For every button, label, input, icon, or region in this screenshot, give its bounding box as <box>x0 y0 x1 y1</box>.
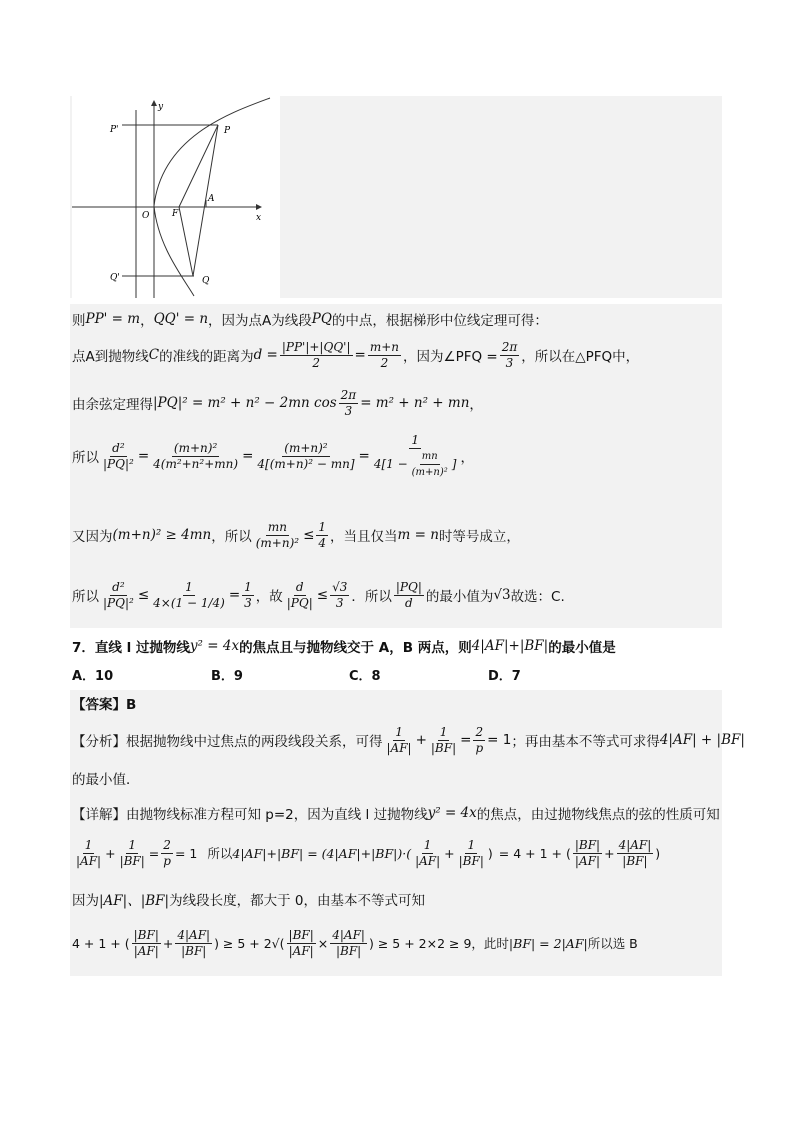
text: 【分析】根据抛物线中过焦点的两段线段关系，可得 <box>72 734 383 750</box>
answer-label: 【答案】B <box>72 697 137 713</box>
text: ，故 <box>255 589 283 605</box>
text: ；再由基本不等式可求得 <box>511 734 660 750</box>
text: 的最小值是 <box>548 640 616 656</box>
detail-line-2: $\frac{1}{|AF|}$ + $\frac{1}{|BF|}$ = $\frac{2}{p}$ = 1 所以 4|AF|+|BF| = (4|AF|+|BF|)·( $\frac{1}{|AF|}$ + $\frac{1}{|BF|}$ ) = 4 + 1 + ( $\frac{|BF|}{|AF|}$ + $\frac{4|AF|}{|BF|}$ ) <box>76 837 661 868</box>
solution-line-3: 由余弦定理得 |PQ|² = m² + n² − 2mn cos $\frac{2\pi}{3}$ = m² + n² + mn ， <box>72 387 483 418</box>
math: 4|AF|+|BF| <box>471 638 549 654</box>
text: 点A到抛物线 <box>72 349 149 365</box>
fraction: $\frac{1}{|AF|}$ <box>386 724 412 755</box>
text: 由余弦定理得 <box>72 397 153 413</box>
math: d = <box>253 347 278 363</box>
fraction: $\frac{\text{d²}}{\text{|PQ|²}}$ <box>103 579 134 610</box>
label-y-axis: y <box>158 102 164 112</box>
analysis-line: 【分析】根据抛物线中过焦点的两段线段关系，可得 $\frac{1}{|AF|}$ + $\frac{1}{|BF|}$ = $\frac{2}{p}$ = 1 ；再由基本不等式可求得 4|AF| + |BF| <box>72 724 745 755</box>
math: |PQ|² = m² + n² − 2mn cos <box>153 395 337 411</box>
fraction: 1 4[1 − $\frac{mn}{\text{(m+n)²}}$ ] <box>373 432 457 478</box>
analysis-line-2: 的最小值． <box>72 772 140 788</box>
text: ， <box>140 313 154 329</box>
solution-line-2: 点A到抛物线 C 的准线的距离为 d = $\frac{|PP'|+|QQ'|}{2}$ = $\frac{m+n}{2}$ ，因为∠PFQ = $\frac{2\pi}{3}$ ，所以在△PFQ中， <box>72 339 640 370</box>
text: 时等号成立， <box>438 529 520 545</box>
text: 的中点，根据梯形中位线定理可得： <box>331 313 548 329</box>
text: ，所以 <box>211 529 252 545</box>
fraction: $\frac{1}{|BF|}$ <box>430 724 457 755</box>
math: y² = 4x <box>427 805 477 821</box>
fraction: $\frac{1}{|AF|}$ <box>415 837 441 868</box>
math: PQ <box>311 311 332 327</box>
fraction: $\frac{\text{d²}}{\text{|PQ|²}}$ <box>103 440 134 471</box>
solution-line-5: 又因为 (m+n)² ≥ 4mn ，所以 $\frac{mn}{\text{(m+n)²}}$ ≤ $\frac{1}{4}$ ，当且仅当 m = n 时等号成立， <box>72 519 520 550</box>
text: 则 <box>72 313 86 329</box>
detail-line-3: 因为 |AF|、|BF| 为线段长度，都大于 0，由基本不等式可知 <box>72 889 425 909</box>
math: m = n <box>397 527 439 543</box>
label-x-axis: x <box>256 213 262 223</box>
fraction: $\frac{2}{p}$ <box>163 837 171 868</box>
fraction: $\frac{1}{3}$ <box>244 579 252 610</box>
fraction: $\frac{2\pi}{3}$ <box>340 387 357 418</box>
label-a: A <box>208 194 215 204</box>
text: ，因为点A为线段 <box>208 313 312 329</box>
text: 7．直线 l 过抛物线 <box>72 640 190 656</box>
fraction: $\frac{1}{4}$ <box>318 519 327 550</box>
fraction: $\frac{|PP'|+|QQ'|}{2}$ <box>281 339 351 370</box>
fraction: $\frac{1}{|BF|}$ <box>119 837 145 868</box>
label-q: Q <box>202 276 210 286</box>
solution-line-4: 所以 $\frac{\text{d²}}{\text{|PQ|²}}$ = $\frac{\text{(m+n)²}}{\text{4(m²+n²+mn)}}$ = $\frac{\text{(m+n)²}}{\text{4[(m+n)² − mn]}}$ = 1 4[1 − $\frac{mn}{\text{(m+n)²}}$ ] ， <box>72 432 474 478</box>
fraction: $\frac{1}{4\times(1 - 1/4)}$ <box>153 579 225 610</box>
text: 的焦点，由过抛物线焦点的弦的性质可知 <box>476 807 720 823</box>
math: |AF|、|BF| <box>99 893 170 909</box>
label-p: P <box>224 126 231 136</box>
fraction: $\frac{1}{|AF|}$ <box>76 837 102 868</box>
text: 的准线的距离为 <box>159 349 254 365</box>
fraction: $\frac{|BF|}{|AF|}$ <box>288 927 314 958</box>
detail-line-1 <box>72 803 720 823</box>
math: QQ' = n <box>153 311 209 327</box>
fraction: $\frac{\text{(m+n)²}}{\text{4(m²+n²+mn)}}$ <box>153 440 239 471</box>
text: 所以 <box>72 589 99 605</box>
math: PP' = m <box>85 311 141 327</box>
math: √3 <box>493 587 511 603</box>
label-q-prime: Q' <box>110 273 120 283</box>
option-b[interactable]: B．9 <box>211 669 243 684</box>
question-stem <box>72 636 616 656</box>
option-a[interactable]: A．10 <box>72 669 114 684</box>
fraction: $\frac{mn}{\text{(m+n)²}}$ <box>255 519 300 550</box>
fraction: $\frac{m+n}{2}$ <box>369 339 399 370</box>
label-f: F <box>172 209 179 219</box>
label-p-prime: P' <box>110 125 119 135</box>
fraction: $\frac{2\pi}{3}$ <box>501 339 518 370</box>
text: ， <box>460 450 474 466</box>
text: 的最小值为 <box>425 589 494 605</box>
math: (m+n)² ≥ 4mn <box>112 527 212 543</box>
solution-line-1 <box>72 309 548 329</box>
fraction: $\frac{|PQ|}{d}$ <box>395 579 422 610</box>
fraction: $\frac{|BF|}{|AF|}$ <box>574 837 601 868</box>
fraction: $\frac{2}{p}$ <box>475 724 484 755</box>
math: 4|AF| + |BF| <box>659 732 745 748</box>
text: ，因为∠PFQ = <box>402 349 498 365</box>
fraction: $\frac{4|AF|}{|BF|}$ <box>177 927 211 958</box>
detail-line-4: 4 + 1 + ( $\frac{|BF|}{|AF|}$ + $\frac{4|AF|}{|BF|}$ ) ≥ 5 + 2√( $\frac{|BF|}{|AF|}$ × $\frac{4|AF|}{|BF|}$ ) ≥ 5 + 2×2 ≥ 9 ，此时 |BF| = 2|AF| 所以选 B <box>72 927 638 958</box>
math: C <box>148 347 160 363</box>
fraction: $\frac{√3}{3}$ <box>332 579 348 610</box>
label-o: O <box>142 211 150 221</box>
math: = m² + n² + mn <box>360 395 470 411</box>
fraction: $\frac{d}{|PQ|}$ <box>286 579 313 610</box>
option-c[interactable]: C．8 <box>349 669 381 684</box>
text: 故选：C. <box>510 589 565 605</box>
text: ，当且仅当 <box>330 529 398 545</box>
fraction: $\frac{4|AF|}{|BF|}$ <box>618 837 652 868</box>
text: 又因为 <box>72 529 113 545</box>
math: y² = 4x <box>189 638 240 654</box>
text: 【详解】由抛物线标准方程可知 p=2，因为直线 l 过抛物线 <box>72 807 428 823</box>
option-d[interactable]: D．7 <box>488 669 521 684</box>
text: ．所以 <box>351 589 392 605</box>
fraction: $\frac{1}{|BF|}$ <box>458 837 484 868</box>
fraction: $\frac{|BF|}{|AF|}$ <box>133 927 159 958</box>
text: ，所以在△PFQ中， <box>521 349 640 365</box>
fraction: $\frac{4|AF|}{|BF|}$ <box>332 927 365 958</box>
fraction: $\frac{\text{(m+n)²}}{\text{4[(m+n)² − mn]}}$ <box>257 440 355 471</box>
parabola-figure <box>72 96 280 298</box>
math: |BF| = 2|AF| <box>508 935 588 951</box>
solution-line-6: 所以 $\frac{\text{d²}}{\text{|PQ|²}}$ ≤ $\frac{1}{4\times(1 - 1/4)}$ = $\frac{1}{3}$ ，故 $\frac{d}{|PQ|}$ ≤ $\frac{√3}{3}$ ．所以 $\frac{|PQ|}{d}$ 的最小值为 √3 故选：C. <box>72 579 565 610</box>
text: 所以 <box>72 450 99 466</box>
text: 的焦点且与抛物线交于 A，B 两点，则 <box>239 640 472 656</box>
